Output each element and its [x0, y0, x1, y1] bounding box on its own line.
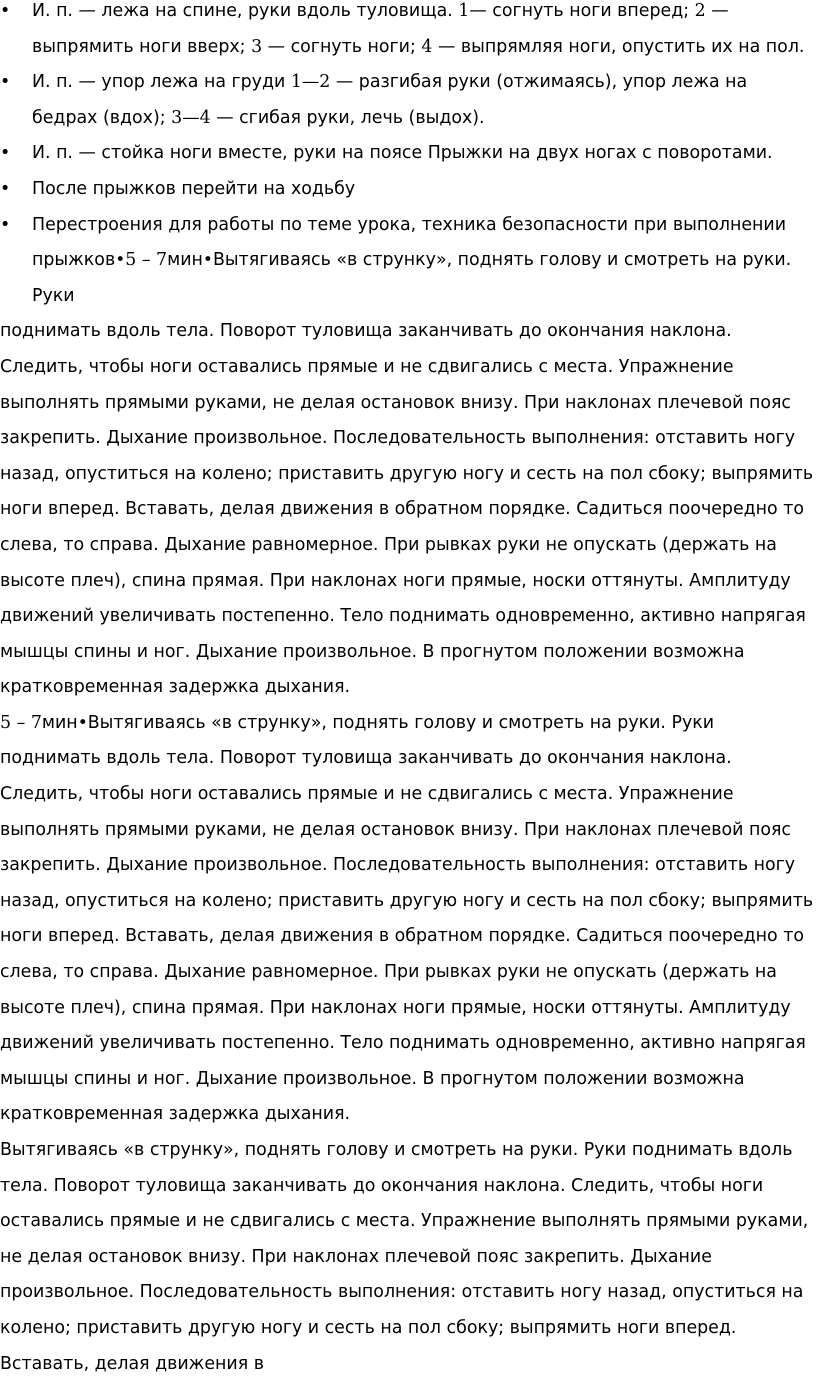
- list-item: [0, 172, 816, 208]
- item-text: — согнуть ноги вперед;: [469, 1, 695, 21]
- bullet-marker: •: [0, 178, 11, 199]
- paragraph-instructions-final: Вытягиваясь «в струнку», поднять голову и смотреть на руки. Руки поднимать вдоль тела. Поворот туловища заканчивать до окончания наклона. Следить, чтобы ноги оставались прямые и не сдвигались с места. Упражнение выполнять прямыми руками, не делая остановок внизу. При наклонах плечевой пояс закрепить. Дыхание произвольное. Последовательность выполнения: отставить ногу назад, опуститься на колено; приставить другую ногу и сесть на пол сбоку; выпрямить ноги вперед. Вставать, делая движения в: [0, 1140, 809, 1374]
- item-text: И. п. — упор лежа на груди: [32, 72, 291, 93]
- item-text: И. п. — лежа на спине, руки вдоль туловища.: [32, 1, 459, 21]
- list-item: [0, 0, 816, 65]
- time-unit: мин: [41, 712, 78, 733]
- step-number: 3: [251, 36, 263, 57]
- list-item: [0, 136, 816, 172]
- list-item: [0, 65, 816, 136]
- step-number: 1: [458, 1, 470, 21]
- item-text: — разгибая руки (отжимаясь), упор лежа на бедрах (вдох);: [32, 72, 748, 128]
- item-text: Перестроения для работы по теме урока, техника безопасности при выполнении прыжков: [32, 214, 787, 271]
- step-number: 2: [694, 1, 706, 21]
- item-text: Вытягиваясь «в струнку», поднять голову и смотреть на руки. Руки: [32, 250, 792, 306]
- list-item: [0, 208, 816, 315]
- item-text: После прыжков перейти на ходьбу: [32, 178, 356, 199]
- item-text: И. п. — стойка ноги вместе, руки на поясе Прыжки на двух ногах с поворотами.: [32, 143, 773, 164]
- step-number: 4: [421, 36, 433, 57]
- inline-bullet: •: [77, 712, 88, 733]
- time-range: 5 – 7: [125, 250, 168, 271]
- item-text: — выпрямляя ноги, опустить их на пол.: [432, 36, 805, 57]
- bullet-marker: •: [0, 1, 11, 21]
- item-text: — сгибая руки, лечь (выдох).: [210, 107, 485, 128]
- bullet-marker: •: [0, 72, 11, 93]
- bullet-marker: •: [0, 214, 11, 235]
- time-unit: мин: [167, 250, 203, 271]
- paragraph-text: Вытягиваясь «в струнку», поднять голову и смотреть на руки. Руки поднимать вдоль тела. Поворот туловища заканчивать до окончания наклона. Следить, чтобы ноги оставались прямые и не сдвигались с места. Упражнение выполнять прямыми руками, не делая остановок внизу. При наклонах плечевой пояс закрепить. Дыхание произвольное. Последовательность выполнения: отставить ногу назад, опуститься на колено; приставить другую ногу и сесть на пол сбоку; выпрямить ноги вперед. Вставать, делая движения в обратном порядке. Садиться поочередно то слева, то справа. Дыхание равномерное. При рывках руки не опускать (держать на высоте плеч), спина прямая. При наклонах ноги прямые, носки оттянуты. Амплитуду движений увеличивать постепенно. Тело поднимать одновременно, активно напрягая мышцы спины и ног. Дыхание произвольное. В прогнутом положении возможна кратковременная задержка дыхания.: [0, 712, 814, 1125]
- item-text: — выпрямить ноги вверх;: [32, 1, 729, 57]
- inline-bullet: •: [202, 250, 213, 271]
- time-range: 5 – 7: [0, 712, 42, 733]
- exercise-list: [0, 0, 816, 314]
- bullet-marker: •: [0, 143, 11, 164]
- step-number: 3—4: [171, 107, 211, 128]
- paragraph-instructions-repeat: [0, 706, 816, 1133]
- step-number: 1—2: [290, 72, 331, 93]
- paragraph-continuation: поднимать вдоль тела. Поворот туловища заканчивать до окончания наклона. Следить, чтобы ноги оставались прямые и не сдвигались с места. Упражнение выполнять прямыми руками, не делая остановок внизу. При наклонах плечевой пояс закрепить. Дыхание произвольное. Последовательность выполнения: отставить ногу назад, опуститься на колено; приставить другую ногу и сесть на пол сбоку; выпрямить ноги вперед. Вставать, делая движения в обратном порядке. Садиться поочередно то слева, то справа. Дыхание равномерное. При рывках руки не опускать (держать на высоте плеч), спина прямая. При наклонах ноги прямые, носки оттянуты. Амплитуду движений увеличивать постепенно. Тело поднимать одновременно, активно напрягая мышцы спины и ног. Дыхание произвольное. В прогнутом положении возможна кратковременная задержка дыхания.: [0, 321, 814, 698]
- inline-bullet: •: [115, 250, 126, 271]
- item-text: — согнуть ноги;: [262, 36, 422, 57]
